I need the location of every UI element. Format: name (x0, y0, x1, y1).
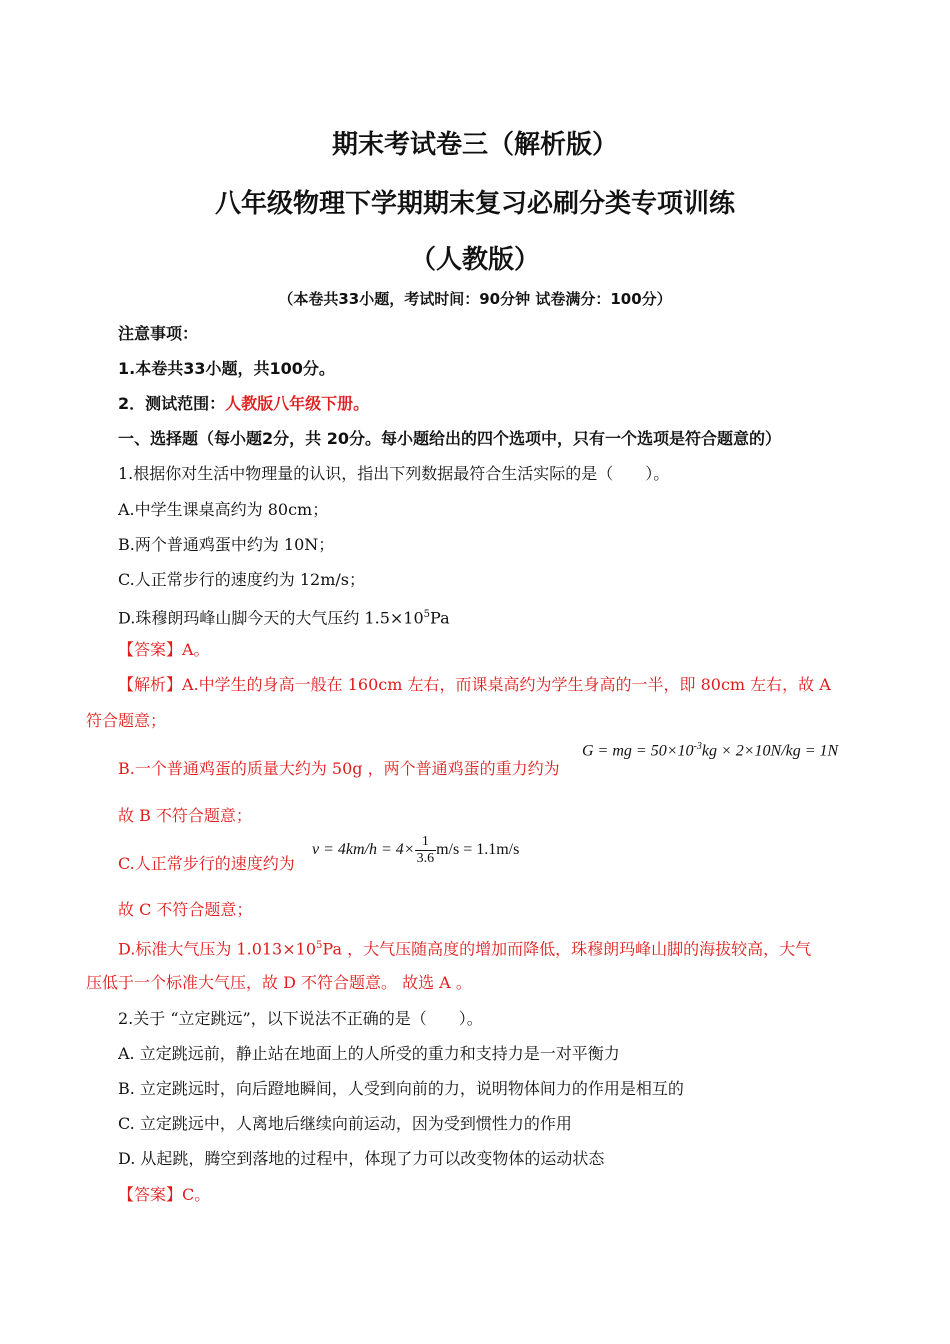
q1-analysis-d-text: D.标准大气压为 1.013×10 (118, 939, 317, 959)
q1-analysis-d-exponent: 5 (316, 940, 323, 951)
q2-stem: 2.关于 “立定跳远”，以下说法不正确的是（ ）。 (118, 1009, 483, 1028)
q2-option-d: D. 从起跳，腾空到落地的过程中，体现了力可以改变物体的运动状态 (118, 1149, 605, 1168)
q1-option-d (118, 604, 450, 629)
q1-formula-c (312, 834, 519, 867)
q2-answer-label: 【答案】 (118, 1185, 183, 1204)
q1-formula-c-numerator: 1 (415, 834, 437, 851)
title-line-1: 期末考试卷三（解析版） (331, 130, 618, 160)
title-line-2: 八年级物理下学期期末复习必刷分类专项训练 (214, 189, 735, 219)
q2-option-b: B. 立定跳远时，向后蹬地瞬间，人受到向前的力，说明物体间力的作用是相互的 (118, 1079, 684, 1098)
q1-option-d-unit: Pa (430, 608, 450, 628)
q1-analysis-a-text: A.中学生的身高一般在 160cm 左右，而课桌高约为学生身高的一半，即 80cm 左右，故 A (182, 675, 831, 694)
q1-formula-b-right: kg × 2×10N/kg = 1N (701, 742, 839, 760)
q2-answer-value: C。 (182, 1185, 211, 1204)
title-line-3: （人教版） (409, 245, 540, 275)
q1-analysis-a-line-1 (118, 674, 831, 696)
q1-analysis-b: B.一个普通鸡蛋的质量大约为 50g ，两个普通鸡蛋的重力约为 (118, 759, 560, 778)
q1-formula-c-right: m/s = 1.1m/s (436, 841, 520, 859)
notice-item-2 (118, 393, 369, 415)
q1-analysis-a-line-2: 符合题意； (86, 711, 167, 730)
q1-analysis-d-line-1 (118, 935, 811, 960)
q1-option-a: A.中学生课桌高约为 80cm； (118, 500, 329, 519)
q1-formula-c-fraction (415, 834, 437, 867)
q1-formula-c-left: v = 4km/h = 4× (312, 841, 415, 859)
q1-stem: 1.根据你对生活中物理量的认识，指出下列数据最符合生活实际的是（ ）。 (118, 464, 670, 483)
exam-info: （本卷共33小题，考试时间：90分钟 试卷满分：100分） (278, 290, 672, 308)
notice-item-1: 1.本卷共33小题，共100分。 (118, 359, 335, 378)
q1-option-c: C.人正常步行的速度约为 12m/s； (118, 570, 365, 589)
q1-analysis-d-rest: Pa ，大气压随高度的增加而降低，珠穆朗玛峰山脚的海拔较高，大气 (322, 939, 812, 959)
q1-formula-b (582, 741, 838, 760)
q1-analysis-c: C.人正常步行的速度约为 (118, 854, 295, 873)
q1-option-d-text: D.珠穆朗玛峰山脚今天的大气压约 1.5×10 (118, 608, 424, 628)
q1-formula-b-left: G = mg = 50×10 (582, 742, 694, 760)
q2-option-c: C. 立定跳远中，人离地后继续向前运动，因为受到惯性力的作用 (118, 1114, 572, 1133)
q1-option-b: B.两个普通鸡蛋中约为 10N； (118, 535, 335, 554)
q1-formula-b-exponent: -3 (693, 741, 702, 752)
q1-answer: 【答案】A。 (118, 640, 210, 659)
q1-option-d-exponent: 5 (423, 609, 431, 620)
q1-analysis-d-line-2: 压低于一个标准大气压，故 D 不符合题意。 故选 A 。 (86, 973, 472, 992)
notice-heading: 注意事项： (118, 324, 199, 343)
q1-formula-c-denominator: 3.6 (416, 851, 435, 866)
notice-item-2-scope: 人教版八年级下册。 (225, 394, 370, 413)
q1-analysis-label: 【解析】 (118, 675, 183, 694)
section-1-heading: 一、选择题（每小题2分，共 20分。每小题给出的四个选项中，只有一个选项是符合题意的） (118, 429, 781, 448)
q1-analysis-b-conclusion: 故 B 不符合题意； (118, 806, 252, 825)
q2-answer (118, 1184, 210, 1206)
q1-analysis-c-conclusion: 故 C 不符合题意； (118, 900, 253, 919)
q2-option-a: A. 立定跳远前，静止站在地面上的人所受的重力和支持力是一对平衡力 (118, 1044, 620, 1063)
notice-item-2-label: 2．测试范围： (118, 394, 226, 413)
